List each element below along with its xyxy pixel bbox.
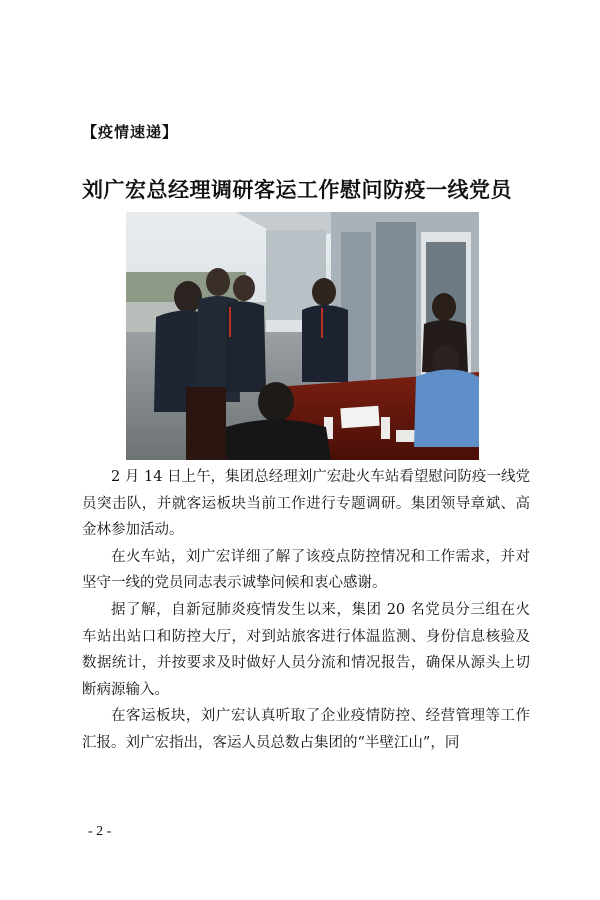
column-tag: 【疫情速递】: [82, 123, 179, 141]
page-number: - 2 -: [88, 824, 112, 839]
paragraph: 在火车站，刘广宏详细了解了该疫点防控情况和工作需求，并对坚守一线的党员同志表示诚挚问候和衷心感谢。: [82, 548, 530, 592]
article-headline: 刘广宏总经理调研客运工作慰问防疫一线党员: [82, 177, 512, 202]
news-photo: [126, 212, 479, 460]
paragraph: 据了解，自新冠肺炎疫情发生以来，集团 20 名党员分三组在火车站出站口和防控大厅，对到站旅客进行体温监测、身份信息核验及数据统计，并按要求及时做好人员分流和情况报告，确保从源头上切断病源输入。: [82, 601, 530, 698]
article-body: [82, 464, 530, 757]
paragraph: 在客运板块，刘广宏认真听取了企业疫情防控、经营管理等工作汇报。刘广宏指出，客运人员总数占集团的“半壁江山”，同: [82, 708, 530, 751]
paragraph: 2 月 14 日上午，集团总经理刘广宏赴火车站看望慰问防疫一线党员突击队，并就客运板块当前工作进行专题调研。集团领导章斌、高金林参加活动。: [82, 469, 530, 539]
